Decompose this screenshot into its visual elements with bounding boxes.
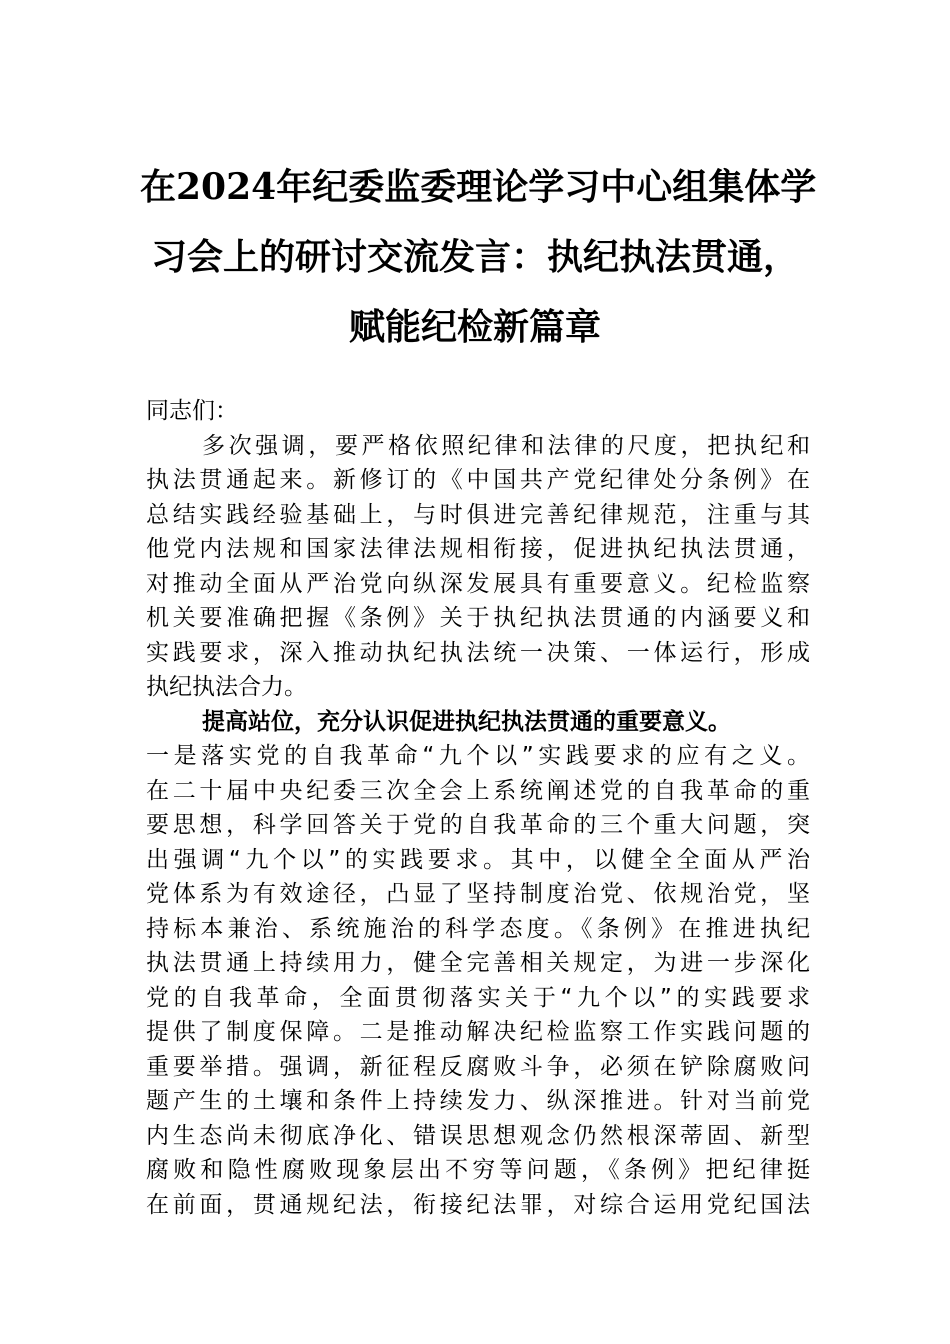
title-line: 赋能纪检新篇章	[348, 306, 601, 348]
title-line: 习会上的研讨交流发言：执纪执法贯通，	[150, 236, 799, 278]
text-line: 对推动全面从严治党向纵深发展具有重要意义。纪检监察	[146, 570, 810, 597]
text-line: 重要举措。强调，新征程反腐败斗争，必须在铲除腐败问	[146, 1053, 810, 1080]
title-line: 在2024年纪委监委理论学习中心组集体学	[140, 166, 817, 208]
text-line: 出强调“九个以”的实践要求。其中，以健全全面从严治	[146, 846, 810, 873]
text-line: 多次强调，要严格依照纪律和法律的尺度，把执纪和	[202, 432, 810, 459]
text-line: 一是落实党的自我革命“九个以”实践要求的应有之义。	[146, 743, 810, 769]
text-line: 内生态尚未彻底净化、错误思想观念仍然根深蒂固、新型	[146, 1122, 810, 1149]
document-body	[146, 394, 810, 1222]
text-line: 要思想，科学回答关于党的自我革命的三个重大问题，突	[146, 812, 810, 838]
text-line: 党体系为有效途径，凸显了坚持制度治党、依规治党，坚	[146, 881, 810, 907]
text-line: 在二十届中央纪委三次全会上系统阐述党的自我革命的重	[146, 777, 810, 804]
text-line: 执纪执法合力。	[146, 674, 307, 700]
text-line: 执法贯通上持续用力，健全完善相关规定，为进一步深化	[146, 950, 810, 976]
section-heading: 提高站位，充分认识促进执纪执法贯通的重要意义。	[202, 708, 731, 735]
paragraph-intro	[146, 429, 810, 705]
document-title	[140, 152, 817, 362]
text-line: 党的自我革命，全面贯彻落实关于“九个以”的实践要求	[146, 984, 810, 1011]
text-line: 腐败和隐性腐败现象层出不穷等问题，《条例》把纪律挺	[146, 1157, 810, 1183]
text-line: 提供了制度保障。二是推动解决纪检监察工作实践问题的	[146, 1019, 810, 1045]
text-line: 持标本兼治、系统施治的科学态度。《条例》在推进执纪	[146, 915, 810, 942]
text-line: 实践要求，深入推动执纪执法统一决策、一体运行，形成	[146, 639, 810, 666]
paragraph-section-1	[146, 739, 810, 1222]
text-line: 机关要准确把握《条例》关于执纪执法贯通的内涵要义和	[146, 605, 810, 631]
text-line: 题产生的土壤和条件上持续发力、纵深推进。针对当前党	[146, 1088, 810, 1114]
text-line: 他党内法规和国家法律法规相衔接，促进执纪执法贯通，	[146, 536, 810, 562]
text-line: 在前面，贯通规纪法，衔接纪法罪，对综合运用党纪国法	[146, 1191, 810, 1218]
salutation: 同志们：	[146, 398, 238, 424]
text-line: 总结实践经验基础上，与时俱进完善纪律规范，注重与其	[146, 501, 810, 528]
text-line: 执法贯通起来。新修订的《中国共产党纪律处分条例》在	[146, 467, 810, 493]
